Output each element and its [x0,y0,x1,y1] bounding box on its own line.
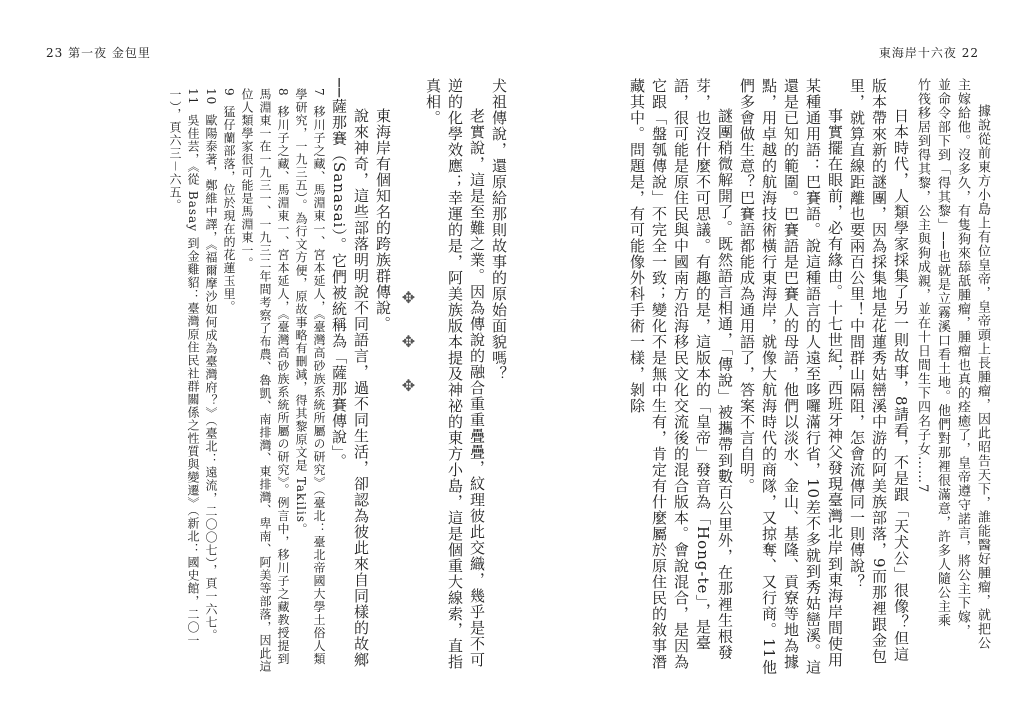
footnote-number: 7 [312,88,326,97]
footnote [166,78,202,678]
quote-line: 竹筏移居到得其黎，公主與狗成親，並在十日間生下四名子女……7 [915,78,930,494]
paragraph: 犬祖傳說，還原給那則故事的原始面貌嗎？ [490,78,508,382]
footnote-number: 10 [204,88,218,106]
paragraph: 日本時代，人類學家採集了另一則故事，8請看，不是跟「天犬公」很像？但這版本帶來新的謎團，因為採集地是花蓮秀姑巒溪中游的阿美族部落，9而那裡跟金包里，就算直線距離也要兩百公里！中間群山隔阻，怎會流傳同一則傳說？ [848,78,910,665]
footnote-number: 8 [276,88,290,97]
footnote-text: 吳佳芸，《從 Basay 到金雞貂：臺灣原住民社群關係之性質與變遷》（新北：國史館，二〇一一），頁六三－六五。 [168,88,200,647]
footnote-number: 9 [222,88,236,97]
footnote [202,78,220,678]
footnote-text: 移川子之藏、馬淵東一、宮本延人，《臺灣高砂族系統所屬の研究》（臺北：臺北帝國大學土俗人類學研究，一九三五）。為行文方便，原故事略有刪減，得其黎原文是 Takilis。 [294,88,326,666]
footnote-text: 歐陽泰著，鄭維中譯，《福爾摩沙如何成為臺灣府？》（臺北：遠流，二〇〇七），頁一六七。 [204,114,218,643]
paragraph: 東海岸有個知名的跨族群傳說。 [374,108,392,332]
quote-line: 並命令部下到「得其黎」──也就是立霧溪口看土地。他們對那裡很滿意，許多人隨公主乘 [935,78,950,628]
page-header-right: 東海岸十六夜 22 [878,46,979,60]
body-text [626,78,912,678]
paragraph: 說來神奇，這些部落明明說不同語言，過不同生活，卻認為彼此來自同樣的故鄉──薩那賽（Sanasai）。它們被統稱為「薩那賽傳說」。 [330,78,370,668]
left-page [70,78,510,678]
page-header-left: 23 第一夜 金包里 [46,46,151,60]
footnote [238,78,292,678]
body-text [422,78,510,678]
footnote-text: 猛仔蘭部落，位於現在的花蓮玉里。 [222,105,236,314]
quote-line: 據說從前東方小島上有位皇帝，皇帝頭上長腫瘤，因此昭告天下，誰能醫好腫瘤，就把公 [975,104,990,650]
paragraph: 事實擺在眼前，必有緣由。十七世紀，西班牙神父發現臺灣北岸到東海岸間使用某種通用語：巴賽語。說這種語言的人遠至哆囉滿行省，10差不多就到秀姑巒溪。這還是已知的範圍。巴賽語是巴賽人的母語，他們以淡水、金山、基隆、貢寮等地為據點，用卓越的航海技術橫行東海岸，就像大航海時代的商隊，又掠奪、又行商。11他們多會做生意？巴賽語都能成為通用語了，答案不言自明。 [738,78,844,676]
paragraph: 老實說，這是至難之業。因為傳說的融合重重疊疊，紋理彼此交織，幾乎是不可逆的化學效應；幸運的是，阿美族版本提及神祕的東方小島，這是個重大線索，直指真相。 [424,78,486,670]
body-text [328,78,394,678]
footnote [220,78,238,678]
section-break-ornament: ✥ ✥ ✥ [399,288,418,406]
footnote [292,78,328,678]
footnote-text: 移川子之藏、馬淵東一、宮本延人，《臺灣高砂族系統所屬の研究》。例言中，移川子之藏教授提到馬淵東一在一九三一、一九三二年間考察了布農、魯凱、南排灣、東排灣、卑南、阿美等部落，因此這位人類學家很可能是馬淵東一。 [240,88,290,673]
paragraph: 謎團稍微解開了。既然語言相通，「傳說」被攜帶到數百公里外，在那裡生根發芽，也沒什麼不可思議。有趣的是，這版本的「皇帝」發音為「Hong-te」，是臺語，很可能是原住民與中國南方沿海移民文化交流後的混合版本。會說混合，是因為它跟「盤瓠傳說」不完全一致；變化不是無中生有，肯定有什麼屬於原住民的敘事潛藏其中。問題是，有可能像外科手術一樣，剝除 [628,78,734,670]
story-quote [912,78,992,678]
footnote-number: 11 [186,88,200,106]
quote-line: 主嫁給他。沒多久，有隻狗來舔舐腫瘤，腫瘤也真的痊癒了，皇帝遵守諾言，將公主下嫁， [955,78,970,638]
right-page [552,78,992,678]
footnotes [166,78,328,678]
